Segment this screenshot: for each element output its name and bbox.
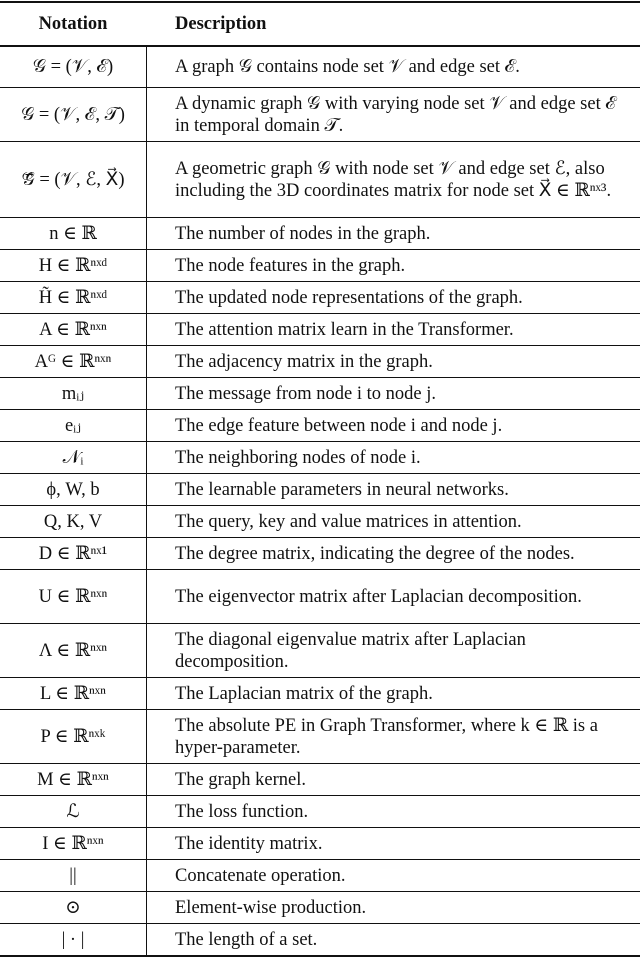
description-cell: The diagonal eigenvalue matrix after Laplacian decomposition. bbox=[175, 629, 526, 672]
notation-cell: ℒ bbox=[0, 796, 147, 827]
description-cell: The node features in the graph. bbox=[175, 255, 406, 276]
table-row bbox=[0, 378, 640, 409]
description-cell: The adjacency matrix in the graph. bbox=[175, 351, 433, 372]
notation-cell: I ∈ ℝⁿˣⁿ bbox=[0, 828, 147, 859]
table-row bbox=[0, 892, 640, 923]
table-row bbox=[0, 796, 640, 827]
table-row bbox=[0, 410, 640, 441]
description-cell: The loss function. bbox=[175, 801, 309, 822]
table-row bbox=[0, 570, 640, 623]
description-cell: A dynamic graph 𝒢 with varying node set 𝒱 and edge set ℰ in temporal domain 𝒯. bbox=[175, 93, 616, 136]
notation-cell: 𝒩ᵢ bbox=[0, 442, 147, 473]
table-row bbox=[0, 678, 640, 709]
description-cell: Element-wise production. bbox=[175, 897, 367, 918]
table-body bbox=[0, 47, 640, 955]
notation-cell: ⊙ bbox=[0, 892, 147, 923]
notation-cell: L ∈ ℝⁿˣⁿ bbox=[0, 678, 147, 709]
description-cell: A geometric graph 𝒢 with node set 𝒱 and edge set ℰ, also including the 3D coordinates matrix for node set X⃗ ∈ ℝⁿˣ³. bbox=[175, 158, 612, 201]
description-cell: The updated node representations of the graph. bbox=[175, 287, 523, 308]
table-row bbox=[0, 828, 640, 859]
description-cell: The edge feature between node i and node j. bbox=[175, 415, 503, 436]
description-cell: The learnable parameters in neural networks. bbox=[175, 479, 509, 500]
notation-cell: M ∈ ℝⁿˣⁿ bbox=[0, 764, 147, 795]
notation-cell: Aᴳ ∈ ℝⁿˣⁿ bbox=[0, 346, 147, 377]
notation-cell: Λ ∈ ℝⁿˣⁿ bbox=[0, 624, 147, 677]
table-row bbox=[0, 442, 640, 473]
table-row bbox=[0, 218, 640, 249]
table-row bbox=[0, 538, 640, 569]
description-cell: The eigenvector matrix after Laplacian decomposition. bbox=[175, 586, 582, 607]
table-row bbox=[0, 624, 640, 677]
notation-cell: eᵢⱼ bbox=[0, 410, 147, 441]
description-cell: The query, key and value matrices in attention. bbox=[175, 511, 522, 532]
description-cell: A graph 𝒢 contains node set 𝒱 and edge set ℰ. bbox=[175, 57, 520, 77]
table-row bbox=[0, 346, 640, 377]
table-row bbox=[0, 764, 640, 795]
table-row bbox=[0, 710, 640, 763]
notation-cell: Q, K, V bbox=[0, 506, 147, 537]
header-notation: Notation bbox=[38, 14, 108, 34]
header-description: Description bbox=[175, 14, 267, 34]
table-row bbox=[0, 314, 640, 345]
notation-cell: || bbox=[0, 860, 147, 891]
table-row bbox=[0, 47, 640, 87]
notation-cell: P ∈ ℝⁿˣᵏ bbox=[0, 710, 147, 763]
notation-table bbox=[0, 1, 640, 957]
description-cell: The degree matrix, indicating the degree of the nodes. bbox=[175, 543, 575, 564]
description-cell: The graph kernel. bbox=[175, 769, 306, 790]
table-row bbox=[0, 924, 640, 955]
description-cell: The neighboring nodes of node i. bbox=[175, 447, 421, 468]
notation-cell: 𝒢 = (𝒱, ℰ) bbox=[0, 47, 147, 87]
table-row bbox=[0, 250, 640, 281]
notation-cell: H̃ ∈ ℝⁿˣᵈ bbox=[0, 282, 147, 313]
table-row bbox=[0, 88, 640, 141]
description-cell: The length of a set. bbox=[175, 929, 318, 950]
notation-cell: | · | bbox=[0, 924, 147, 955]
notation-cell: A ∈ ℝⁿˣⁿ bbox=[0, 314, 147, 345]
description-cell: The attention matrix learn in the Transformer. bbox=[175, 319, 514, 340]
table-row bbox=[0, 474, 640, 505]
description-cell: The identity matrix. bbox=[175, 833, 323, 854]
notation-cell: H ∈ ℝⁿˣᵈ bbox=[0, 250, 147, 281]
description-cell: The number of nodes in the graph. bbox=[175, 223, 431, 244]
notation-cell: ϕ, W, b bbox=[0, 474, 147, 505]
notation-cell: n ∈ ℝ bbox=[0, 218, 147, 249]
description-cell: Concatenate operation. bbox=[175, 865, 346, 886]
table-row bbox=[0, 142, 640, 217]
description-cell: The absolute PE in Graph Transformer, where k ∈ ℝ is a hyper-parameter. bbox=[175, 715, 598, 758]
table-row bbox=[0, 506, 640, 537]
table-row bbox=[0, 282, 640, 313]
notation-cell: 𝒢⃗ = (𝒱, ℰ, X⃗) bbox=[0, 142, 147, 217]
notation-cell: 𝒢 = (𝒱, ℰ, 𝒯) bbox=[0, 88, 147, 141]
notation-cell: U ∈ ℝⁿˣⁿ bbox=[0, 570, 147, 623]
notation-cell: mᵢⱼ bbox=[0, 378, 147, 409]
header-row bbox=[0, 3, 640, 45]
table-row bbox=[0, 860, 640, 891]
description-cell: The message from node i to node j. bbox=[175, 383, 436, 404]
description-cell: The Laplacian matrix of the graph. bbox=[175, 683, 433, 704]
notation-cell: D ∈ ℝⁿˣ¹ bbox=[0, 538, 147, 569]
